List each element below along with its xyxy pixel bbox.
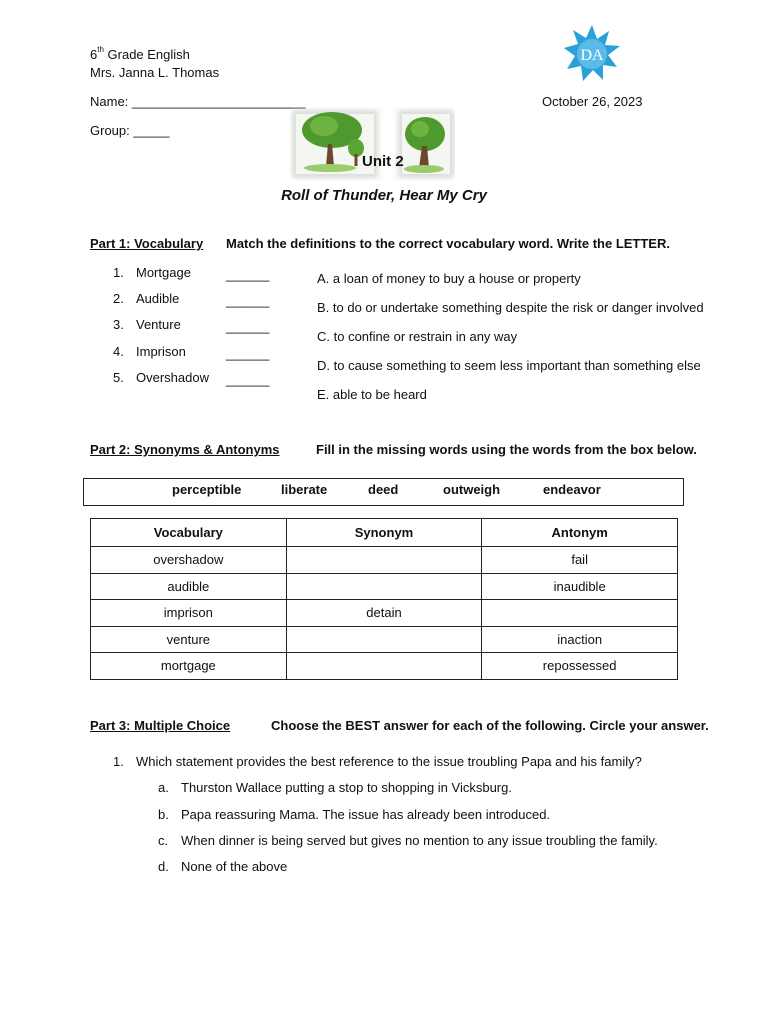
vocabulary-cell: overshadow: [91, 547, 287, 574]
answer-blank[interactable]: ______: [226, 319, 270, 334]
word-bank: [83, 478, 684, 506]
vocab-word: Venture: [136, 317, 181, 332]
option-letter: c.: [158, 833, 169, 848]
vocabulary-cell: audible: [91, 573, 287, 600]
definition: D. to cause something to seem less important than something else: [317, 358, 701, 373]
synonym-cell[interactable]: [286, 573, 482, 600]
vocab-word: Overshadow: [136, 370, 209, 385]
unit-heading: Unit 2: [362, 153, 404, 170]
vocab-number: 3.: [113, 317, 124, 332]
vocabulary-cell: imprison: [91, 600, 287, 627]
synonym-cell[interactable]: [286, 626, 482, 653]
option-letter: a.: [158, 780, 169, 795]
option-letter: b.: [158, 807, 169, 822]
vocabulary-cell: venture: [91, 626, 287, 653]
column-header: Antonym: [482, 519, 678, 547]
synonym-cell[interactable]: [286, 653, 482, 680]
word-bank-item: deed: [368, 482, 399, 497]
vocabulary-cell: mortgage: [91, 653, 287, 680]
name-field-label: Name: ________________________: [90, 94, 306, 109]
svg-text:DA: DA: [580, 47, 604, 64]
answer-blank[interactable]: ______: [226, 372, 270, 387]
synonym-antonym-table: [90, 518, 678, 680]
answer-option[interactable]: None of the above: [181, 859, 288, 874]
antonym-cell[interactable]: [482, 600, 678, 627]
part2-instruction: Fill in the missing words using the words from the box below.: [316, 442, 697, 457]
antonym-cell: fail: [482, 547, 678, 574]
table-row: [91, 626, 678, 653]
column-header: Synonym: [286, 519, 482, 547]
part3-label: Part 3: Multiple Choice: [90, 718, 231, 733]
word-bank-item: perceptible: [172, 482, 242, 497]
answer-blank[interactable]: ______: [226, 267, 270, 282]
word-bank-item: endeavor: [543, 482, 601, 497]
answer-option[interactable]: Thurston Wallace putting a stop to shopping in Vicksburg.: [181, 780, 512, 795]
definition: C. to confine or restrain in any way: [317, 329, 518, 344]
table-row: [91, 600, 678, 627]
part3-instruction: Choose the BEST answer for each of the following. Circle your answer.: [271, 718, 709, 733]
vocab-number: 4.: [113, 344, 124, 359]
definition: A. a loan of money to buy a house or property: [317, 271, 581, 286]
vocab-word: Mortgage: [136, 265, 191, 280]
antonym-cell: inaction: [482, 626, 678, 653]
part1-label: Part 1: Vocabulary: [90, 236, 204, 251]
book-title: Roll of Thunder, Hear My Cry: [281, 187, 487, 204]
vocab-number: 1.: [113, 265, 124, 280]
synonym-cell[interactable]: [286, 547, 482, 574]
table-row: [91, 653, 678, 680]
definition: B. to do or undertake something despite the risk or danger involved: [317, 300, 704, 315]
antonym-cell: repossessed: [482, 653, 678, 680]
part1-instruction: Match the definitions to the correct vocabulary word. Write the LETTER.: [226, 236, 670, 251]
word-bank-item: outweigh: [443, 482, 501, 497]
answer-option[interactable]: When dinner is being served but gives no mention to any issue troubling the family.: [181, 833, 658, 848]
vocab-number: 5.: [113, 370, 124, 385]
vocab-word: Imprison: [136, 344, 186, 359]
option-letter: d.: [158, 859, 169, 874]
answer-blank[interactable]: ______: [226, 346, 270, 361]
teacher-name: Mrs. Janna L. Thomas: [90, 65, 220, 80]
question-text: Which statement provides the best reference to the issue troubling Papa and his family?: [136, 754, 642, 769]
course-title: 6th Grade English: [90, 45, 190, 62]
date: October 26, 2023: [542, 94, 643, 109]
synonym-cell: detain: [286, 600, 482, 627]
definition: E. able to be heard: [317, 387, 427, 402]
part2-label: Part 2: Synonyms & Antonyms: [90, 442, 280, 457]
table-row: [91, 547, 678, 574]
answer-blank[interactable]: ______: [226, 293, 270, 308]
group-field-label: Group: _____: [90, 123, 170, 138]
vocab-number: 2.: [113, 291, 124, 306]
answer-option[interactable]: Papa reassuring Mama. The issue has already been introduced.: [181, 807, 551, 822]
school-logo: [562, 24, 622, 84]
table-header-row: [91, 519, 678, 547]
antonym-cell: inaudible: [482, 573, 678, 600]
question-number: 1.: [113, 754, 124, 769]
vocab-word: Audible: [136, 291, 180, 306]
column-header: Vocabulary: [91, 519, 287, 547]
table-row: [91, 573, 678, 600]
word-bank-item: liberate: [281, 482, 328, 497]
